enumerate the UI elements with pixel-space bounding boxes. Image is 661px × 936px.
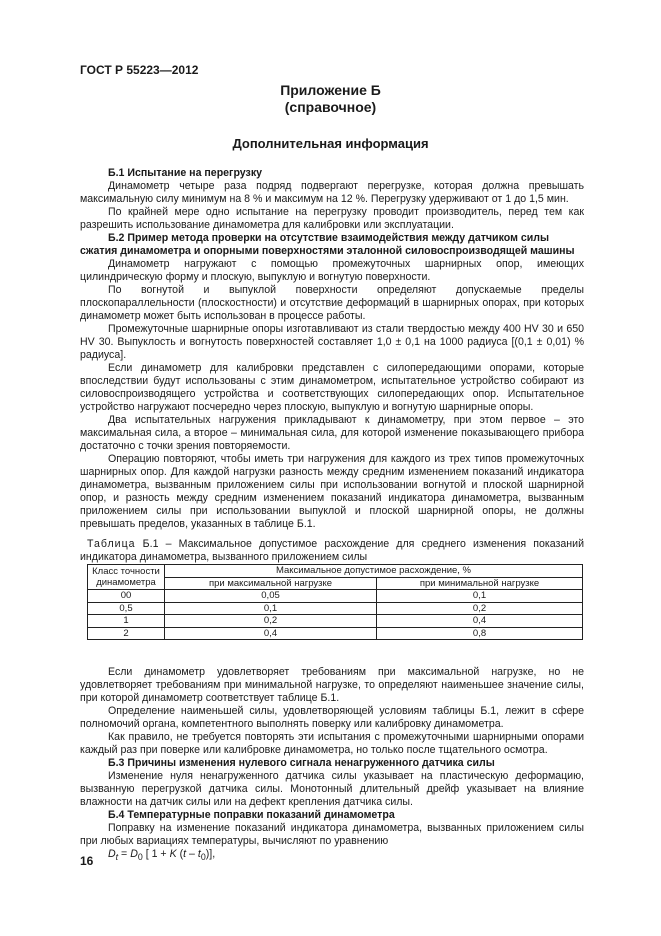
after-table-paragraph-1: Если динамометр удовлетворяет требованиям при максимальной нагрузке, но не удовлетворяет требованиям при минимальной нагрузке, то определяют наименьшее значение силы, при которой динамометр соответствует таблице Б.1. [80,666,584,704]
after-table-paragraph-3: Как правило, не требуется повторять эти испытания с промежуточными шарнирными опорами каждый раз при поверке или калибровке динамометра, но только после тщательного осмотра. [80,731,584,756]
table-row [88,602,583,615]
b3-paragraph-1: Изменение нуля ненагруженного датчика силы указывает на пластическую деформацию, вызванную перегрузкой датчика силы. Монотонный длительный дрейф указывает на влияние влажности на датчик силы или на дефект крепления датчика силы. [80,770,584,808]
b2-paragraph-4: Если динамометр для калибровки представлен с силопередающими опорами, которые впоследствии будут использованы с этим динамометром, испытательное устройство собирают из силовоспроизводящего устройства и соответствующих силопередающих опор. Испытательное устройство нагружают посчередно через плоскую, выпуклую и вогнутую шарнирные опоры. [80,362,584,413]
table-header-max: при максимальной нагрузке [165,577,377,590]
b2-paragraph-1: Динамометр нагружают с помощью промежуточных шарнирных опор, имеющих цилиндрическую форму и плоскую, выпуклую и вогнутую поверхности. [80,258,584,283]
table-cell: 1 [88,615,165,628]
table-block [80,538,584,640]
formula-close: )], [205,848,216,860]
table-header-class: Класс точности динамометра [88,565,165,590]
b1-paragraph-1: Динамометр четыре раза подряд подвергают перегрузке, которая должна превышать максимальную силу минимум на 8 % и максимум на 12 %. Перегрузку удерживают от 1 до 1,5 мин. [80,180,584,205]
b2-paragraph-5: Два испытательных нагружения прикладывают к динамометру, при этом первое – это максимальная сила, а второе – минимальная сила, для которой изменение показывающего прибора достаточно с точки зрения повторяемости. [80,414,584,452]
table-caption-label: Таблица [87,538,136,550]
formula-eq: = [118,848,131,860]
table-cell: 0,05 [165,590,377,603]
appendix-subtitle: (справочное) [284,99,377,115]
formula-sub-t: t [115,852,119,863]
table-header-group: Максимальное допустимое расхождение, % [165,565,583,578]
formula-var-k: K [169,848,177,860]
b4-heading: Б.4 Температурные поправки показаний динамометра [108,809,395,821]
table-cell: 0,5 [88,602,165,615]
table-row [88,590,583,603]
table-row [88,615,583,628]
table-cell: 0,8 [377,627,583,640]
b1-paragraph-2: По крайней мере одно испытание на перегрузку проводит производитель, перед тем как разрешить использование динамометра для калибровки или эксплуатации. [80,206,584,231]
table-cell: 0,4 [165,627,377,640]
body-block-2 [80,666,584,864]
table-caption [80,538,584,564]
formula-var-d: D [108,848,116,860]
table-cell: 0,4 [377,615,583,628]
formula-sub-0: 0 [137,852,143,863]
body-block-1 [80,167,584,531]
after-table-paragraph-2: Определение наименьшей силы, удовлетворяющей условиям таблицы Б.1, лежит в сфере полномочий органа, компетентного выполнять поверку или калибровку динамометра. [80,705,584,730]
table-cell: 0,2 [377,602,583,615]
table-header-min: при минимальной нагрузке [377,577,583,590]
formula-var-t: t [183,848,187,860]
b2-heading: Б.2 Пример метода проверки на отсутствие взаимодействия между датчиком силы сжатия динамометра и опорными поверхностями эталонной силовоспроизводящей машины [80,232,575,257]
table-caption-text: Б.1 – Максимальное допустимое расхождение для среднего изменения показаний индикатора динамометра, вызванного приложением силы [80,538,584,563]
page-number: 16 [80,854,94,868]
formula-sub-0b: 0 [200,852,206,863]
b4-paragraph-1: Поправку на изменение показаний индикатора динамометра, вызванных приложением силы при любых вариациях температуры, вычисляют по уравнению [80,822,584,847]
b2-paragraph-3: Промежуточные шарнирные опоры изготавливают из стали твердостью между 400 HV 30 и 650 HV 30. Выпуклость и вогнутость поверхностей составляет 1,0 ± 0,1 на 1000 радиуса [(0,1 ± 0,01) % радиуса]. [80,323,584,361]
b2-paragraph-6: Операцию повторяют, чтобы иметь три нагружения для каждого из трех типов промежуточных шарнирных опор. Для каждой нагрузки разность между средним изменением показаний индикатора динамометра, вызванным приложением силы при использовании вогнутой и плоской шарнирной опор, и разность между средним изменением показаний индикатора динамометра, вызванным приложением силы при использовании выпуклой и плоской шарнирной опоры, не должны превышать пределов, указанных в таблице Б.1. [80,453,584,530]
table-cell: 00 [88,590,165,603]
formula-minus: – [186,848,198,860]
table-cell: 2 [88,627,165,640]
b2-paragraph-2: По вогнутой и выпуклой поверхности определяют допускаемые пределы плоскопараллельности (плоскостности) и отсутствие деформаций в шарнирных опорах, при которых динамометр может быть использован в процессе работы. [80,284,584,322]
b1-heading: Б.1 Испытание на перегрузку [108,167,263,179]
table-cell: 0,1 [165,602,377,615]
formula [80,848,584,864]
data-table [87,564,583,640]
formula-paren: ( [176,848,184,860]
table-row [88,627,583,640]
table-cell: 0,1 [377,590,583,603]
formula-var-t0: t [197,848,201,860]
b3-heading: Б.3 Причины изменения нулевого сигнала ненагруженного датчика силы [108,757,495,769]
formula-var-d0: D [130,848,138,860]
formula-open: [ 1 + [142,848,170,860]
appendix-title: Приложение Б [280,82,381,98]
section-title: Дополнительная информация [232,136,429,151]
table-cell: 0,2 [165,615,377,628]
standard-designation: ГОСТ Р 55223—2012 [80,63,199,77]
